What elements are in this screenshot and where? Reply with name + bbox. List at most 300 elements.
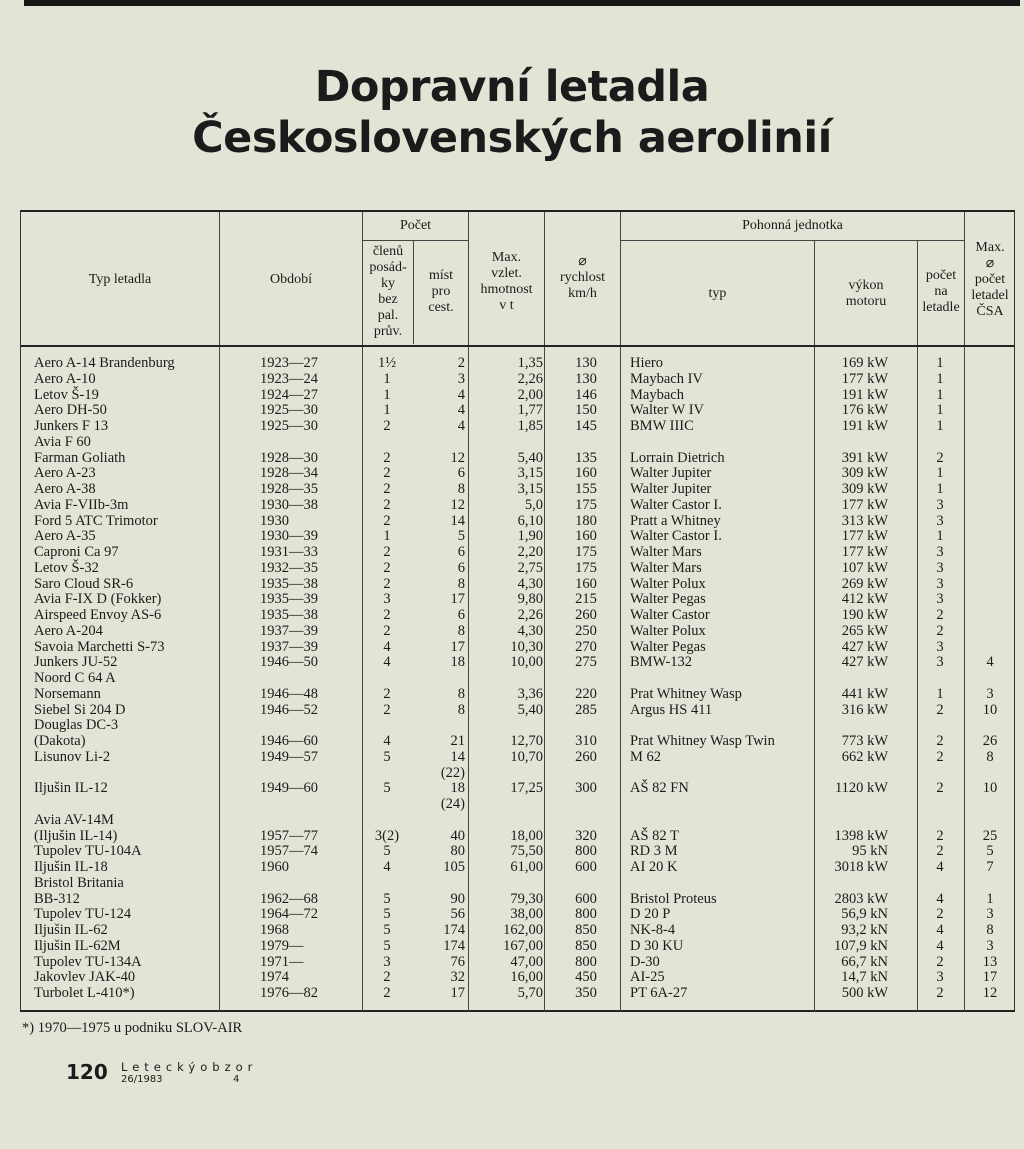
cell-engine-count: 3: [936, 969, 944, 986]
cell-speed: 300: [575, 780, 597, 797]
cell-speed: 180: [575, 512, 597, 529]
cell-period: 1971—: [260, 953, 304, 970]
cell-aircraft-type: Turbolet L-410*): [34, 985, 135, 1001]
cell-seats: 2: [457, 355, 465, 371]
cell-engine-count: 2: [936, 701, 944, 718]
cell-aircraft-type: (Iljušin IL-14): [34, 827, 118, 844]
table-row: [21, 497, 1016, 513]
cell-aircraft-type: Ford 5 ATC Trimotor: [34, 512, 158, 529]
cell-period: 1974: [260, 969, 289, 986]
cell-period: 1928—35: [260, 481, 318, 497]
cell-period: 1925—30: [260, 418, 318, 434]
cell-takeoff-mass: 75,50: [510, 843, 543, 860]
cell-fleet-count: 25: [982, 827, 998, 844]
issue-number: 26/1983: [121, 1074, 163, 1085]
cell-seats: 6: [457, 607, 465, 623]
cell-engine-count: 1: [936, 528, 944, 545]
cell-engine-type: Walter Pegas: [630, 638, 706, 655]
table-row: [21, 513, 1016, 529]
cell-takeoff-mass: 47,00: [510, 953, 543, 970]
cell-engine-type: Walter Mars: [630, 559, 702, 576]
cell-seats: 18: [450, 780, 465, 797]
cell-period: 1957—77: [260, 827, 318, 844]
cell-speed: 250: [575, 622, 597, 639]
cell-engine-count: 2: [936, 827, 944, 844]
cell-period: 1923—24: [260, 370, 318, 387]
cell-aircraft-type: Iljušin IL-12: [34, 780, 108, 797]
table-row: [21, 954, 1016, 970]
cell-speed: 130: [575, 355, 597, 371]
cell-engine-power: 176 kW: [841, 402, 888, 419]
cell-aircraft-type: Douglas DC-3: [34, 717, 119, 734]
header-divider: [620, 240, 964, 241]
cell-engine-count: 3: [936, 496, 944, 513]
cell-period: 1925—30: [260, 402, 318, 419]
title-line-1: Dopravní letadla: [314, 62, 710, 112]
cell-engine-count: 2: [936, 607, 944, 623]
cell-engine-power: 14,7 kN: [841, 969, 888, 986]
cell-engine-power: 177 kW: [841, 528, 888, 545]
cell-takeoff-mass: 61,00: [510, 859, 543, 875]
cell-period: 1935—38: [260, 607, 318, 623]
cell-aircraft-type: Saro Cloud SR-6: [34, 575, 134, 592]
cell-seats: (22): [440, 764, 465, 781]
cell-engine-type: Maybach: [630, 386, 684, 403]
cell-takeoff-mass: 12,70: [510, 733, 543, 749]
table-row: [21, 418, 1016, 434]
cell-seats: 6: [457, 465, 465, 482]
issue-page: 4: [233, 1074, 240, 1085]
cell-takeoff-mass: 10,00: [510, 654, 543, 671]
cell-seats: 12: [450, 449, 465, 466]
cell-engine-type: Pratt a Whitney: [630, 512, 721, 529]
cell-seats: 4: [457, 402, 465, 419]
cell-fleet-count: 3: [986, 906, 994, 923]
cell-crew: 3: [383, 953, 391, 970]
cell-takeoff-mass: 79,30: [510, 890, 543, 907]
cell-speed: 130: [575, 370, 597, 387]
page-number: 120: [66, 1060, 108, 1084]
cell-aircraft-type: Noord C 64 A: [34, 670, 116, 686]
cell-engine-type: Walter Pegas: [630, 591, 706, 608]
header-mist-pro-cest: míst pro cest.: [428, 268, 454, 315]
cell-takeoff-mass: 2,26: [517, 370, 543, 387]
cell-engine-count: 2: [936, 906, 944, 923]
cell-engine-power: 93,2 kN: [841, 922, 888, 938]
cell-takeoff-mass: 2,00: [517, 386, 543, 403]
cell-engine-type: Walter Castor I.: [630, 496, 722, 513]
cell-aircraft-type: Aero A-35: [34, 528, 96, 545]
table-row: [21, 591, 1016, 607]
cell-speed: 850: [575, 922, 597, 938]
cell-engine-count: 4: [936, 890, 944, 907]
cell-seats: 90: [450, 890, 465, 907]
cell-aircraft-type: Siebel Si 204 D: [34, 701, 126, 718]
cell-engine-count: 3: [936, 654, 944, 671]
cell-speed: 600: [575, 890, 597, 907]
table-row: [21, 371, 1016, 387]
cell-period: 1924—27: [260, 386, 318, 403]
cell-period: 1960: [260, 859, 289, 875]
cell-engine-count: 3: [936, 559, 944, 576]
cell-aircraft-type: Tupolev TU-124: [34, 906, 132, 923]
cell-crew: 4: [383, 638, 391, 655]
cell-seats: 6: [457, 544, 465, 560]
cell-engine-power: 662 kW: [841, 748, 888, 765]
cell-period: 1937—39: [260, 622, 318, 639]
cell-takeoff-mass: 1,90: [517, 528, 543, 545]
cell-engine-power: 95 kN: [852, 843, 888, 860]
cell-engine-power: 177 kW: [841, 544, 888, 560]
cell-engine-type: Walter Polux: [630, 575, 706, 592]
cell-seats: 8: [457, 685, 465, 702]
cell-engine-type: D 20 P: [630, 906, 671, 923]
cell-engine-count: 1: [936, 402, 944, 419]
cell-aircraft-type: Iljušin IL-62: [34, 922, 108, 938]
cell-speed: 160: [575, 465, 597, 482]
table-row: [21, 528, 1016, 544]
cell-engine-count: 2: [936, 449, 944, 466]
cell-engine-power: 1398 kW: [834, 827, 888, 844]
header-pohonna-jednotka: Pohonná jednotka: [742, 218, 843, 233]
cell-seats: 174: [443, 922, 465, 938]
cell-period: 1930—38: [260, 496, 318, 513]
cell-aircraft-type: Aero A-204: [34, 622, 103, 639]
cell-crew: 1: [383, 528, 391, 545]
cell-takeoff-mass: 1,85: [517, 418, 543, 434]
cell-seats: (24): [440, 796, 465, 812]
cell-engine-type: Walter Polux: [630, 622, 706, 639]
cell-crew: 2: [383, 559, 391, 576]
table-row: [21, 623, 1016, 639]
aircraft-table: [20, 210, 1015, 1012]
cell-engine-power: 773 kW: [841, 733, 888, 749]
cell-crew: 2: [383, 465, 391, 482]
cell-period: 1968: [260, 922, 289, 938]
cell-crew: 5: [383, 922, 391, 938]
cell-takeoff-mass: 5,40: [517, 701, 543, 718]
cell-speed: 285: [575, 701, 597, 718]
cell-engine-count: 2: [936, 622, 944, 639]
cell-engine-type: Hiero: [630, 355, 664, 371]
cell-period: 1949—57: [260, 748, 318, 765]
table-row: [21, 639, 1016, 655]
cell-fleet-count: 10: [982, 701, 998, 718]
cell-speed: 260: [575, 748, 597, 765]
cell-speed: 800: [575, 843, 597, 860]
cell-seats: 21: [450, 733, 465, 749]
cell-speed: 320: [575, 827, 597, 844]
cell-engine-type: Walter Jupiter: [630, 481, 712, 497]
cell-crew: 2: [383, 418, 391, 434]
cell-speed: 450: [575, 969, 597, 986]
cell-crew: 2: [383, 985, 391, 1001]
cell-engine-power: 309 kW: [841, 481, 888, 497]
cell-engine-count: 1: [936, 355, 944, 371]
header-max-pocet-letadel: Max. ⌀ počet letadel ČSA: [971, 240, 1009, 319]
cell-speed: 215: [575, 591, 597, 608]
cell-engine-type: BMW-132: [630, 654, 693, 671]
cell-engine-power: 316 kW: [841, 701, 888, 718]
cell-engine-count: 3: [936, 575, 944, 592]
table-row: [21, 875, 1016, 891]
cell-period: 1932—35: [260, 559, 318, 576]
cell-engine-power: 1120 kW: [834, 780, 888, 797]
cell-takeoff-mass: 4,30: [517, 575, 543, 592]
cell-crew: 2: [383, 449, 391, 466]
cell-takeoff-mass: 3,15: [517, 481, 543, 497]
table-row: [21, 481, 1016, 497]
cell-fleet-count: 13: [982, 953, 998, 970]
table-row: [21, 560, 1016, 576]
cell-aircraft-type: Norsemann: [34, 685, 101, 702]
cell-engine-power: 500 kW: [841, 985, 888, 1001]
cell-seats: 18: [450, 654, 465, 671]
table-row: [21, 387, 1016, 403]
cell-speed: 160: [575, 575, 597, 592]
cell-takeoff-mass: 2,20: [517, 544, 543, 560]
cell-seats: 12: [450, 496, 465, 513]
table-row: [21, 355, 1016, 371]
header-rychlost: ⌀ rychlost km/h: [559, 254, 606, 301]
cell-engine-power: 107,9 kN: [834, 937, 888, 954]
cell-period: 1937—39: [260, 638, 318, 655]
cell-crew: 2: [383, 701, 391, 718]
table-row: [21, 670, 1016, 686]
cell-fleet-count: 10: [982, 780, 998, 797]
cell-engine-count: 4: [936, 937, 944, 954]
header-vykon-motoru: výkon motoru: [845, 278, 887, 309]
cell-engine-type: AŠ 82 T: [630, 827, 679, 844]
cell-fleet-count: 3: [986, 685, 994, 702]
cell-speed: 310: [575, 733, 597, 749]
cell-takeoff-mass: 16,00: [510, 969, 543, 986]
cell-engine-power: 66,7 kN: [841, 953, 888, 970]
top-rule: [24, 0, 1020, 6]
cell-engine-count: 2: [936, 780, 944, 797]
page-title: [0, 62, 1024, 164]
cell-seats: 40: [450, 827, 465, 844]
cell-takeoff-mass: 3,36: [517, 685, 543, 702]
table-row: [21, 906, 1016, 922]
cell-period: 1962—68: [260, 890, 318, 907]
header-obdobi: Období: [270, 272, 312, 287]
cell-engine-power: 309 kW: [841, 465, 888, 482]
cell-engine-type: Argus HS 411: [630, 701, 713, 718]
cell-fleet-count: 12: [982, 985, 998, 1001]
cell-fleet-count: 17: [982, 969, 998, 986]
table-row: [21, 985, 1016, 1001]
table-row: [21, 812, 1016, 828]
cell-period: 1979—: [260, 937, 304, 954]
cell-fleet-count: 7: [986, 859, 994, 875]
cell-period: 1946—50: [260, 654, 318, 671]
cell-takeoff-mass: 5,0: [524, 496, 543, 513]
cell-seats: 32: [450, 969, 465, 986]
cell-seats: 56: [450, 906, 465, 923]
cell-engine-count: 3: [936, 591, 944, 608]
cell-engine-power: 269 kW: [841, 575, 888, 592]
cell-aircraft-type: Avia AV-14M: [34, 811, 114, 828]
cell-engine-type: RD 3 M: [630, 843, 678, 860]
cell-crew: 2: [383, 969, 391, 986]
table-row: [21, 780, 1016, 796]
cell-engine-count: 1: [936, 418, 944, 434]
cell-engine-type: Walter Castor: [630, 607, 710, 623]
table-row: [21, 828, 1016, 844]
cell-seats: 8: [457, 701, 465, 718]
cell-engine-count: 2: [936, 953, 944, 970]
cell-crew: 4: [383, 654, 391, 671]
cell-engine-power: 412 kW: [841, 591, 888, 608]
table-row: [21, 969, 1016, 985]
table-row: [21, 859, 1016, 875]
cell-takeoff-mass: 18,00: [510, 827, 543, 844]
table-row: [21, 765, 1016, 781]
cell-speed: 155: [575, 481, 597, 497]
cell-takeoff-mass: 5,40: [517, 449, 543, 466]
header-pocet-na-letadle: počet na letadle: [922, 268, 960, 315]
cell-seats: 76: [450, 953, 465, 970]
cell-engine-type: Walter W IV: [630, 402, 704, 419]
cell-takeoff-mass: 10,70: [510, 748, 543, 765]
cell-crew: 4: [383, 859, 391, 875]
table-row: [21, 891, 1016, 907]
cell-speed: 175: [575, 496, 597, 513]
header-bottom-rule: [21, 345, 1014, 347]
cell-aircraft-type: Junkers JU-52: [34, 654, 118, 671]
cell-aircraft-type: Aero DH-50: [34, 402, 107, 419]
cell-period: 1935—38: [260, 575, 318, 592]
cell-speed: 220: [575, 685, 597, 702]
cell-engine-power: 56,9 kN: [841, 906, 888, 923]
cell-crew: 1½: [377, 355, 397, 371]
cell-aircraft-type: Junkers F 13: [34, 418, 109, 434]
cell-takeoff-mass: 2,26: [517, 607, 543, 623]
footnote: *) 1970—1975 u podniku SLOV-AIR: [22, 1020, 243, 1036]
header-pocet: Počet: [399, 218, 432, 233]
cell-engine-count: 1: [936, 465, 944, 482]
cell-aircraft-type: Caproni Ca 97: [34, 544, 119, 560]
cell-engine-power: 3018 kW: [834, 859, 888, 875]
cell-engine-type: Prat Whitney Wasp Twin: [630, 733, 775, 749]
cell-engine-power: 313 kW: [841, 512, 888, 529]
cell-engine-count: 3: [936, 512, 944, 529]
cell-period: 1935—39: [260, 591, 318, 608]
cell-period: 1928—30: [260, 449, 318, 466]
cell-takeoff-mass: 1,35: [517, 355, 543, 371]
cell-engine-type: Walter Jupiter: [630, 465, 712, 482]
cell-aircraft-type: Aero A-14 Brandenburg: [34, 355, 175, 371]
header-hmotnost: Max. vzlet. hmotnost v t: [480, 250, 533, 313]
cell-engine-power: 177 kW: [841, 370, 888, 387]
cell-engine-count: 2: [936, 748, 944, 765]
header-clenu-posadky: členů posád- ky bez pal. prův.: [369, 244, 407, 339]
cell-takeoff-mass: 2,75: [517, 559, 543, 576]
cell-speed: 260: [575, 607, 597, 623]
table-row: [21, 733, 1016, 749]
cell-period: 1957—74: [260, 843, 318, 860]
cell-period: 1930: [260, 512, 289, 529]
cell-engine-type: Bristol Proteus: [630, 890, 717, 907]
table-row: [21, 607, 1016, 623]
cell-engine-power: 427 kW: [841, 654, 888, 671]
cell-crew: 5: [383, 890, 391, 907]
cell-fleet-count: 5: [986, 843, 994, 860]
cell-engine-type: Prat Whitney Wasp: [630, 685, 742, 702]
cell-seats: 17: [450, 591, 465, 608]
cell-engine-power: 391 kW: [841, 449, 888, 466]
cell-period: 1923—27: [260, 355, 318, 371]
cell-crew: 2: [383, 685, 391, 702]
cell-engine-count: 4: [936, 859, 944, 875]
cell-crew: 5: [383, 843, 391, 860]
cell-engine-power: 427 kW: [841, 638, 888, 655]
cell-crew: 3: [383, 591, 391, 608]
cell-engine-count: 1: [936, 481, 944, 497]
cell-engine-power: 191 kW: [841, 418, 888, 434]
cell-speed: 150: [575, 402, 597, 419]
cell-aircraft-type: Avia F-VIIb-3m: [34, 496, 129, 513]
cell-crew: 2: [383, 607, 391, 623]
cell-crew: 5: [383, 937, 391, 954]
table-row: [21, 749, 1016, 765]
cell-takeoff-mass: 3,15: [517, 465, 543, 482]
cell-fleet-count: 8: [986, 922, 994, 938]
cell-speed: 800: [575, 906, 597, 923]
cell-aircraft-type: Savoia Marchetti S-73: [34, 638, 165, 655]
header-typ: typ: [708, 286, 727, 301]
cell-seats: 80: [450, 843, 465, 860]
table-row: [21, 922, 1016, 938]
cell-takeoff-mass: 6,10: [517, 512, 543, 529]
cell-crew: 2: [383, 544, 391, 560]
cell-fleet-count: 4: [986, 654, 994, 671]
header-typ-letadla: Typ letadla: [88, 272, 152, 287]
cell-engine-count: 1: [936, 370, 944, 387]
cell-seats: 174: [443, 937, 465, 954]
cell-seats: 8: [457, 481, 465, 497]
table-row: [21, 796, 1016, 812]
cell-aircraft-type: Airspeed Envoy AS-6: [34, 607, 162, 623]
table-row: [21, 450, 1016, 466]
cell-engine-type: AŠ 82 FN: [630, 780, 689, 797]
cell-crew: 1: [383, 370, 391, 387]
cell-aircraft-type: Iljušin IL-18: [34, 859, 108, 875]
cell-takeoff-mass: 17,25: [510, 780, 543, 797]
cell-seats: 8: [457, 622, 465, 639]
cell-speed: 175: [575, 544, 597, 560]
cell-engine-type: BMW IIIC: [630, 418, 694, 434]
cell-speed: 146: [575, 386, 597, 403]
cell-aircraft-type: Avia F-IX D (Fokker): [34, 591, 162, 608]
header-divider: [362, 240, 468, 241]
cell-speed: 175: [575, 559, 597, 576]
cell-engine-count: 2: [936, 843, 944, 860]
cell-seats: 14: [450, 512, 465, 529]
cell-engine-type: Walter Castor I.: [630, 528, 722, 545]
cell-period: 1928—34: [260, 465, 318, 482]
cell-aircraft-type: Tupolev TU-104A: [34, 843, 142, 860]
cell-engine-type: AI 20 K: [630, 859, 678, 875]
title-line-2: Československých aerolinií: [192, 113, 832, 163]
cell-takeoff-mass: 10,30: [510, 638, 543, 655]
cell-crew: 5: [383, 780, 391, 797]
cell-engine-power: 265 kW: [841, 622, 888, 639]
cell-fleet-count: 3: [986, 937, 994, 954]
cell-period: 1946—48: [260, 685, 318, 702]
cell-aircraft-type: Jakovlev JAK-40: [34, 969, 136, 986]
